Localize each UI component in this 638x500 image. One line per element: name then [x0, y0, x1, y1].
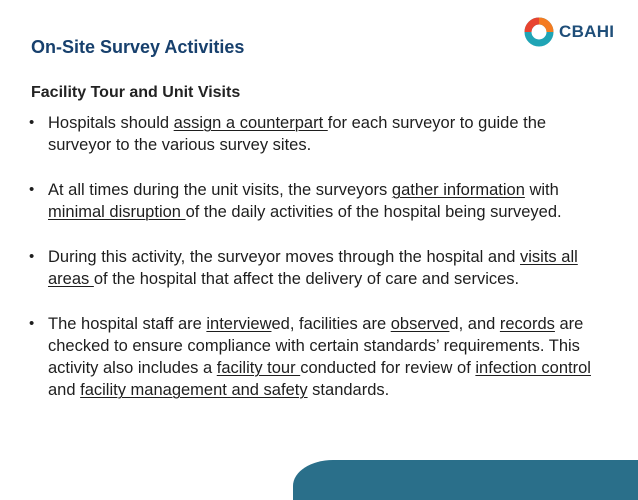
underlined-phrase: facility tour — [216, 359, 301, 377]
bullet-list — [29, 112, 601, 424]
bullet-item — [29, 246, 601, 290]
bullet-text: During this activity, the surveyor moves through the hospital and — [48, 248, 521, 266]
bullet-dot: • — [29, 315, 35, 332]
bullet-dot: • — [29, 181, 35, 198]
underlined-phrase: gather information — [391, 181, 525, 199]
underlined-phrase: observe — [390, 315, 450, 333]
slide-subtitle: Facility Tour and Unit Visits — [31, 84, 241, 101]
cbahi-logo-icon — [524, 17, 554, 47]
underlined-phrase: minimal disruption — [48, 203, 186, 221]
logo-text: CBAHI — [559, 22, 615, 41]
bullet-text: and — [48, 381, 81, 399]
bullet-text: standards. — [307, 381, 390, 399]
bullet-text: of the daily activities of the hospital being surveyed. — [185, 203, 562, 221]
underlined-phrase: interview — [206, 315, 272, 333]
bullet-text: with — [524, 181, 559, 199]
bullet-text: are checked to ensure compliance with certain standards’ requirements. This activity also includes a — [48, 315, 584, 377]
bullet-dot: • — [29, 248, 35, 265]
underlined-phrase: assign a counterpart — [173, 114, 328, 132]
footer-band — [293, 460, 638, 500]
bullet-item — [29, 313, 601, 401]
underlined-phrase: visits all areas — [48, 248, 578, 288]
bullet-text: ed, facilities are — [271, 315, 391, 333]
underlined-phrase: infection control — [475, 359, 591, 377]
underlined-phrase: records — [499, 315, 555, 333]
underlined-phrase: facility management and safety — [80, 381, 308, 399]
bullet-text: d, and — [449, 315, 500, 333]
logo — [524, 17, 614, 47]
bullet-item — [29, 112, 601, 156]
bullet-text: for each surveyor to guide the surveyor to the various survey sites. — [48, 114, 547, 154]
bullet-dot: • — [29, 114, 35, 131]
bullet-text: At all times during the unit visits, the surveyors — [48, 181, 392, 199]
bullet-text: The hospital staff are — [48, 315, 207, 333]
bullet-text: Hospitals should — [48, 114, 174, 132]
bullet-text: conducted for review of — [300, 359, 476, 377]
bullet-item — [29, 179, 601, 223]
slide-title: On-Site Survey Activities — [31, 37, 245, 57]
bullet-text: of the hospital that affect the delivery of care and services. — [93, 270, 520, 288]
